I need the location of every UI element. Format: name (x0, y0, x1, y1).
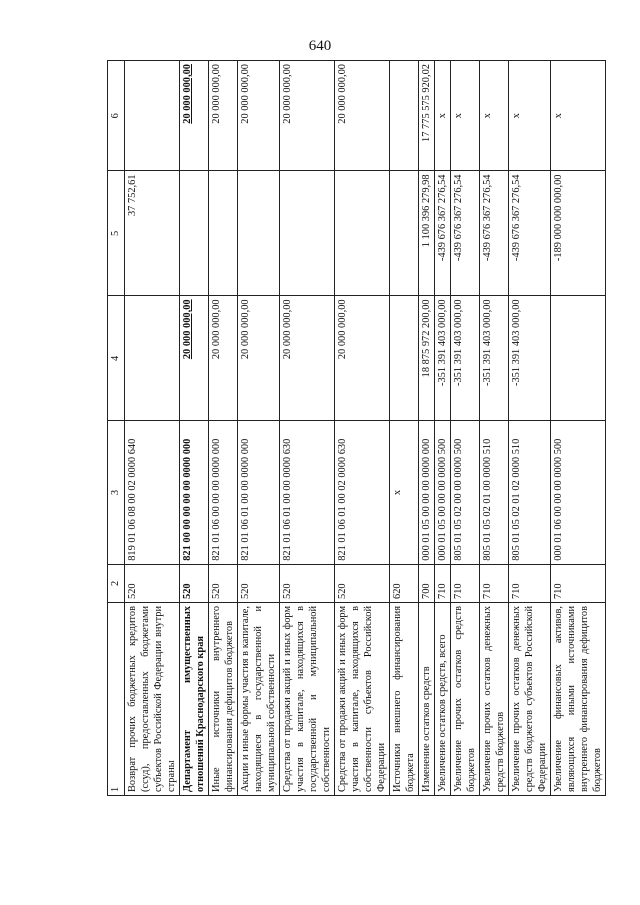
table-row (480, 61, 509, 796)
table-row (209, 61, 238, 796)
row-code-cell: 710 (480, 564, 509, 602)
row-code-cell: 700 (419, 564, 435, 602)
row-plan-cell: -351 391 403 000,00 (451, 296, 480, 421)
row-code-cell: 620 (390, 564, 419, 602)
row-plan-cell: 18 875 972 200,00 (419, 296, 435, 421)
row-plan-cell: -351 391 403 000,00 (480, 296, 509, 421)
row-exec-cell: -439 676 367 276,54 (435, 171, 451, 296)
header-col-1: 1 (108, 602, 125, 795)
row-name-cell: Источники внешнего финансирования бюджета (390, 602, 419, 795)
header-col-2: 2 (108, 564, 125, 602)
row-code-cell: 520 (209, 564, 238, 602)
row-name-cell: Увеличение остатков средств, всего (435, 602, 451, 795)
row-name-cell: Возврат прочих бюджетных кредитов (ссуд), предоставленных бюджетами субъектов Российской Федерации внутри страны (125, 602, 180, 795)
row-exec-cell (390, 171, 419, 296)
row-kbk-cell: 821 01 06 01 00 00 0000 000 (238, 421, 280, 564)
table-row (125, 61, 180, 796)
row-code-cell: 710 (435, 564, 451, 602)
row-exec-cell (209, 171, 238, 296)
row-kbk-cell: 821 01 06 00 00 00 0000 000 (209, 421, 238, 564)
row-name-cell: Увеличение прочих остатков средств бюджетов (451, 602, 480, 795)
row-name-cell: Иные источники внутреннего финансирования дефицитов бюджетов (209, 602, 238, 795)
table-row (419, 61, 435, 796)
row-name-cell: Изменение остатков средств (419, 602, 435, 795)
table-row (451, 61, 480, 796)
row-rest-cell: х (480, 61, 509, 171)
row-kbk-cell: 821 00 00 00 00 00 0000 000 (180, 421, 209, 564)
row-kbk-cell: 805 01 05 02 00 00 0000 500 (451, 421, 480, 564)
row-name-cell: Увеличение прочих остатков денежных средств бюджетов (480, 602, 509, 795)
row-kbk-cell: 000 01 05 00 00 00 0000 000 (419, 421, 435, 564)
table-row (335, 61, 390, 796)
row-plan-cell: 20 000 000,00 (238, 296, 280, 421)
row-exec-cell (180, 171, 209, 296)
row-plan-cell: 20 000 000,00 (280, 296, 335, 421)
row-rest-cell: х (435, 61, 451, 171)
sources-table (107, 60, 606, 796)
row-kbk-cell: 000 01 06 00 00 00 0000 500 (551, 421, 606, 564)
row-plan-cell: 20 000 000,00 (209, 296, 238, 421)
table-row (238, 61, 280, 796)
row-exec-cell (280, 171, 335, 296)
row-code-cell: 710 (451, 564, 480, 602)
row-kbk-cell: 805 01 05 02 01 02 0000 510 (509, 421, 551, 564)
row-kbk-cell: 805 01 05 02 01 00 0000 510 (480, 421, 509, 564)
header-row (108, 61, 125, 796)
row-name-cell: Департамент имущественных отношений Краснодарского края (180, 602, 209, 795)
header-col-3: 3 (108, 421, 125, 564)
row-rest-cell: 20 000 000,00 (180, 61, 209, 171)
row-rest-cell: 20 000 000,00 (280, 61, 335, 171)
row-exec-cell: 1 100 396 279,98 (419, 171, 435, 296)
row-rest-cell: х (451, 61, 480, 171)
header-col-6: 6 (108, 61, 125, 171)
row-plan-cell: -351 391 403 000,00 (509, 296, 551, 421)
row-code-cell: 520 (180, 564, 209, 602)
row-exec-cell: -189 000 000 000,00 (551, 171, 606, 296)
table-row (551, 61, 606, 796)
row-plan-cell (125, 296, 180, 421)
row-rest-cell: 17 775 575 920,02 (419, 61, 435, 171)
row-kbk-cell: х (390, 421, 419, 564)
table-row (435, 61, 451, 796)
row-rest-cell (390, 61, 419, 171)
row-exec-cell (238, 171, 280, 296)
row-code-cell: 710 (551, 564, 606, 602)
row-name-cell: Средства от продажи акций и иных форм участия в капитале, находящихся в государственной и муниципальной собственности (280, 602, 335, 795)
row-rest-cell: 20 000 000,00 (238, 61, 280, 171)
row-code-cell: 520 (125, 564, 180, 602)
row-rest-cell: 20 000 000,00 (335, 61, 390, 171)
row-rest-cell (125, 61, 180, 171)
row-exec-cell: -439 676 367 276,54 (509, 171, 551, 296)
row-kbk-cell: 000 01 05 00 00 00 0000 500 (435, 421, 451, 564)
row-rest-cell: х (509, 61, 551, 171)
row-exec-cell: -439 676 367 276,54 (480, 171, 509, 296)
row-code-cell: 520 (280, 564, 335, 602)
row-name-cell: Увеличение прочих остатков денежных средств бюджетов субъектов Российской Федерации (509, 602, 551, 795)
row-kbk-cell: 821 01 06 01 00 02 0000 630 (335, 421, 390, 564)
row-code-cell: 520 (335, 564, 390, 602)
row-name-cell: Средства от продажи акций и иных форм участия в капитале, находящихся в собственности субъектов Российской Федерации (335, 602, 390, 795)
row-plan-cell (390, 296, 419, 421)
table-row (180, 61, 209, 796)
table-container (107, 60, 603, 796)
row-plan-cell: 20 000 000,00 (335, 296, 390, 421)
header-col-4: 4 (108, 296, 125, 421)
page-number: 640 (308, 38, 332, 54)
row-kbk-cell: 821 01 06 01 00 00 0000 630 (280, 421, 335, 564)
row-kbk-cell: 819 01 06 08 00 02 0000 640 (125, 421, 180, 564)
row-plan-cell: 20 000 000,00 (180, 296, 209, 421)
table-row (280, 61, 335, 796)
table-row (390, 61, 419, 796)
row-name-cell: Увеличение финансовых активов, являющихся иными источниками внутреннего финансирования дефицитов бюджетов (551, 602, 606, 795)
row-code-cell: 710 (509, 564, 551, 602)
row-name-cell: Акции и иные формы участия в капитале, находящиеся в государственной и муниципальной собственности (238, 602, 280, 795)
row-rest-cell: х (551, 61, 606, 171)
table-row (509, 61, 551, 796)
row-exec-cell: -439 676 367 276,54 (451, 171, 480, 296)
row-plan-cell (551, 296, 606, 421)
row-code-cell: 520 (238, 564, 280, 602)
row-rest-cell: 20 000 000,00 (209, 61, 238, 171)
row-plan-cell: -351 391 403 000,00 (435, 296, 451, 421)
row-exec-cell (335, 171, 390, 296)
row-exec-cell: 37 752,61 (125, 171, 180, 296)
header-col-5: 5 (108, 171, 125, 296)
